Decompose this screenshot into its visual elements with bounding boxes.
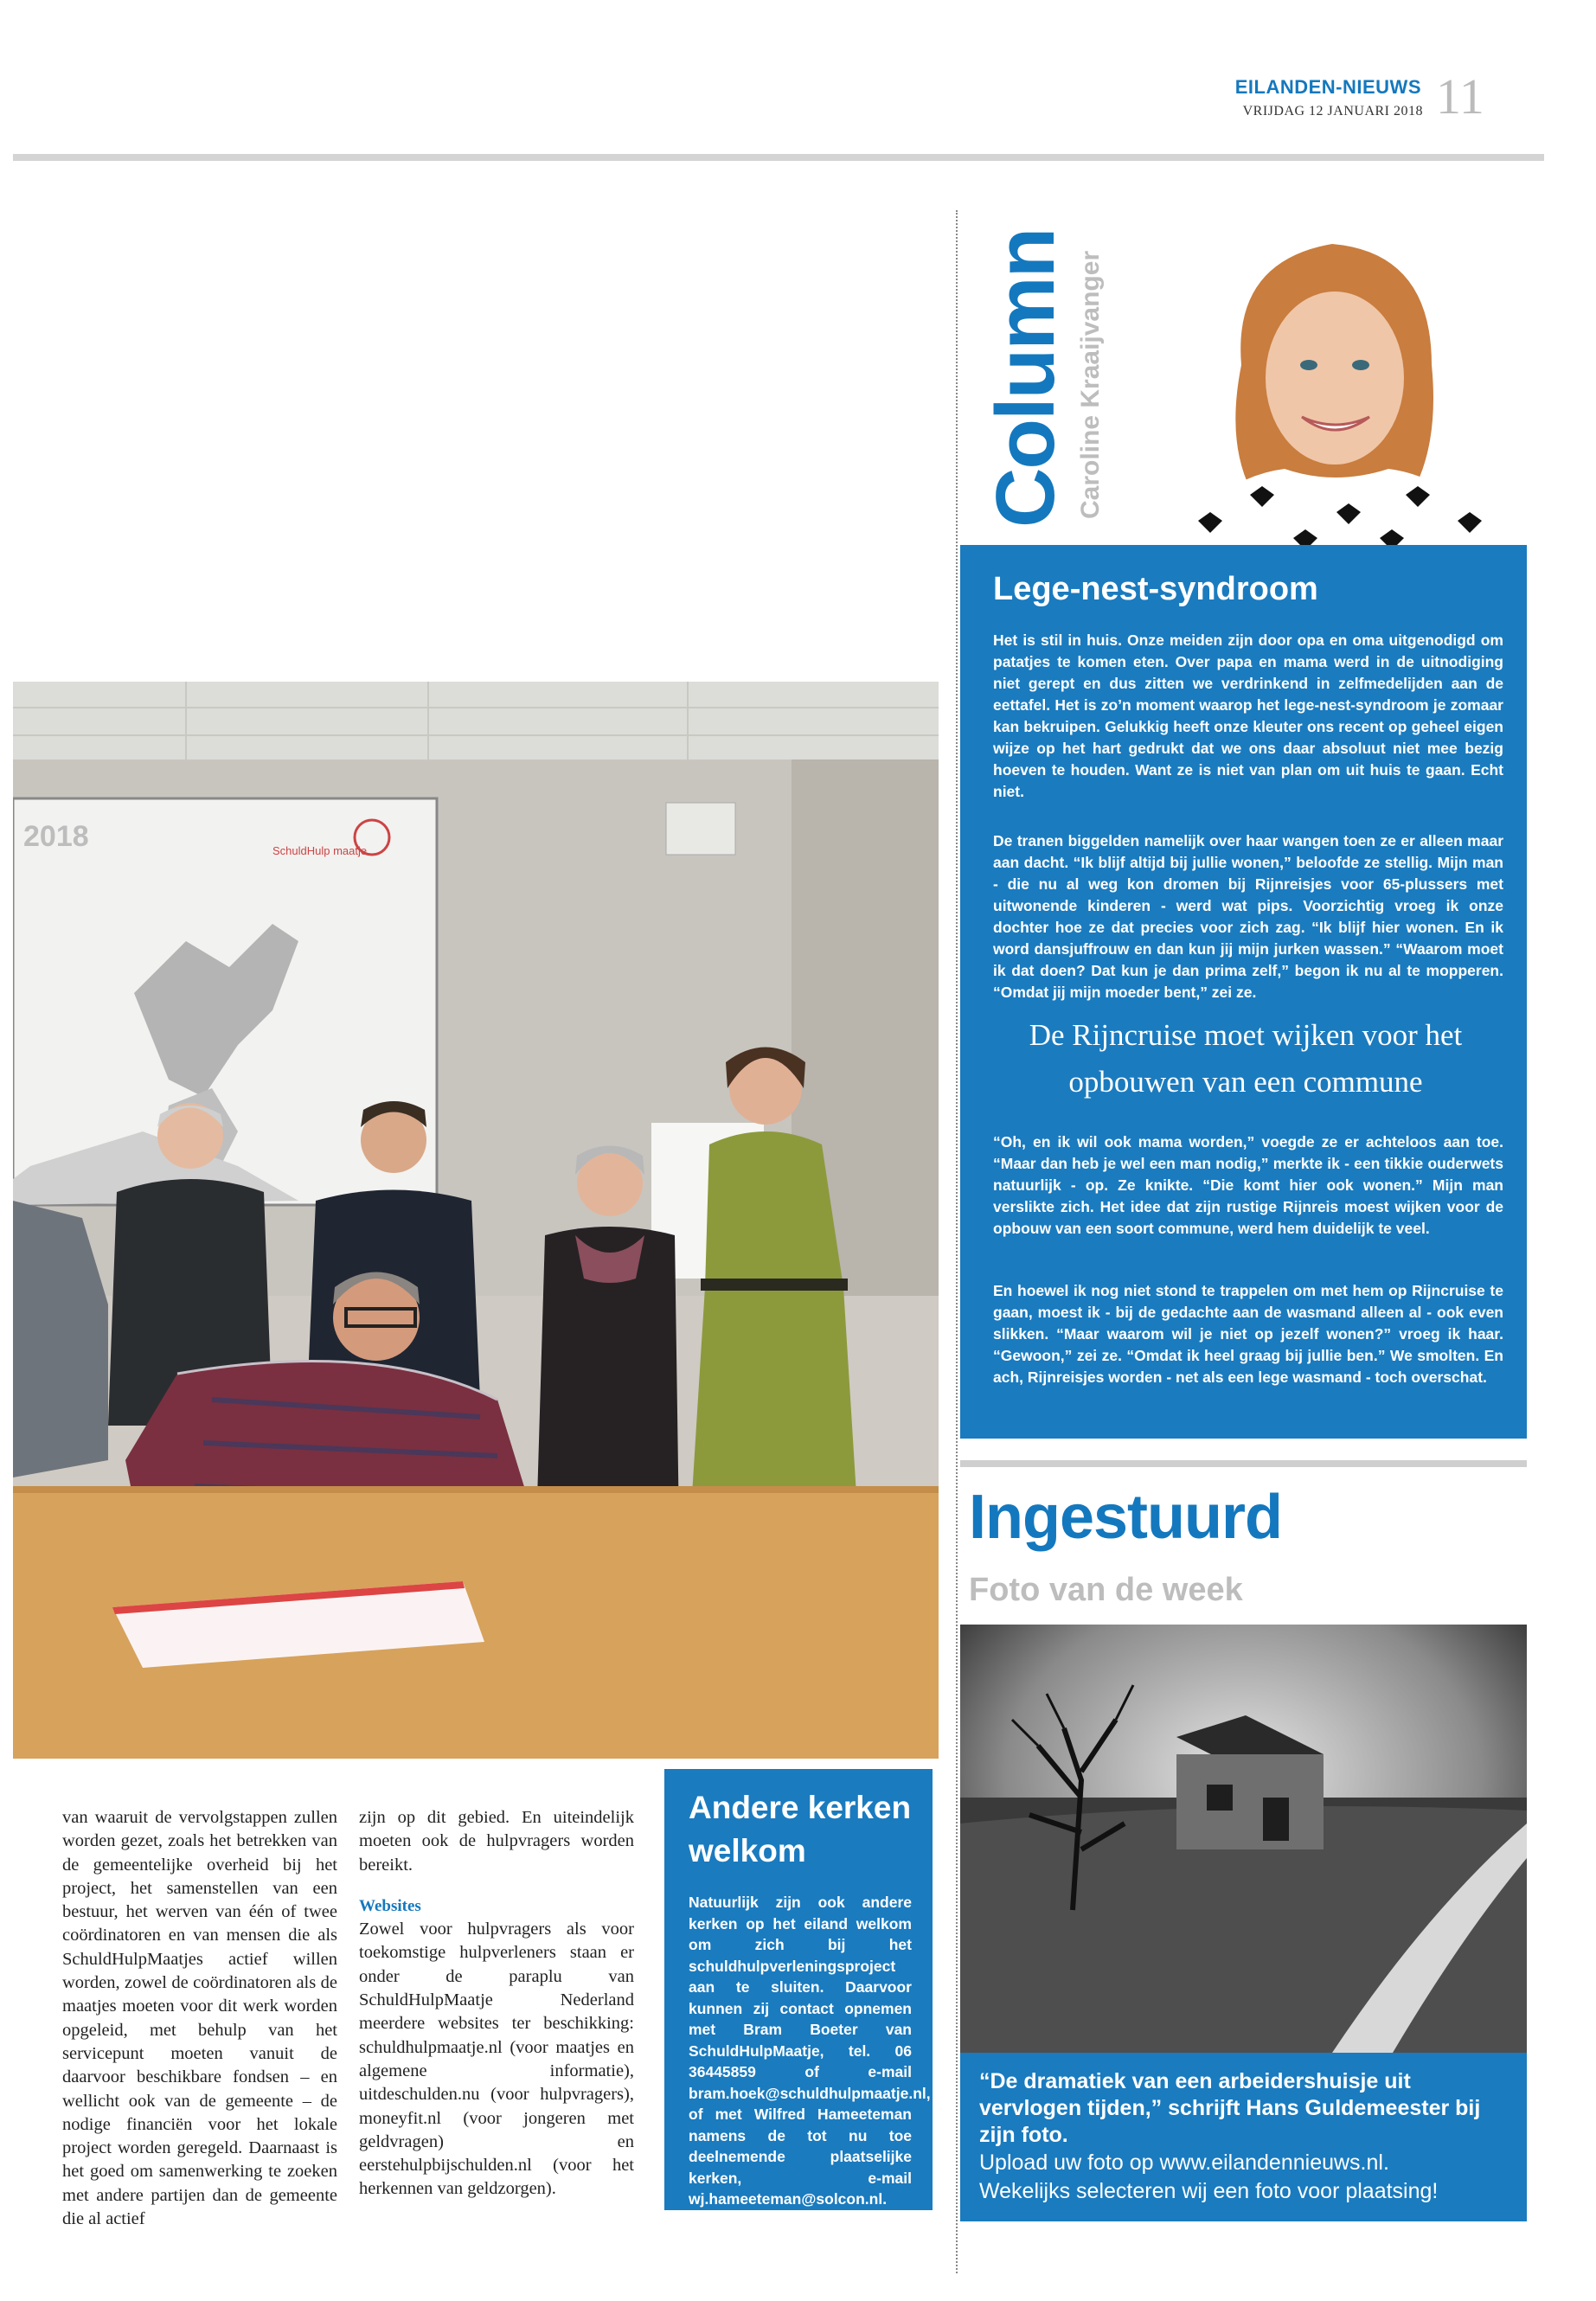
column-pullquote: De Rijncruise moet wijken voor het opbouwen van een commune [1029,1018,1463,1099]
column-headline: Lege-nest-syndroom [993,571,1318,607]
article-intro: zijn op dit gebied. En uiteindelijk moeten ook de hulpvragers worden bereikt. [359,1808,634,1875]
header-rule [13,154,1544,161]
sidebar-text: Natuurlijk zijn ook andere kerken op het eiland welkom om zich bij het schuldhulpverleningsproject aan te sluiten. Daarvoor kunnen zij contact opnemen met Bram Boeter van SchuldHulpMaatje, tel. 06 36445859 of e-mail bram.hoek@schuldhulpmaatje.nl, of met Wilfred Hameeteman namens de tot nu toe deelnemende plaatselijke kerken, e-mail wj.hameeteman@solcon.nl. [689,1894,931,2208]
publication-date: VRIJDAG 12 JANUARI 2018 [1242,104,1423,119]
author-portrait [1146,227,1527,555]
photo-caption-box [960,2053,1527,2221]
upload-invitation: Upload uw foto op www.eilandennieuws.nl. [979,2150,1389,2175]
article-websites-text: Zowel voor hulpvragers als voor toekomstige hulpverleners staan er onder de paraplu van SchuldHulpMaatje Nederland meerdere websites ter beschikking: schuldhulpmaatje.nl (voor maatjes en algemene informatie), uitdeschulden.nu (voor hulpvragers), moneyfit.nl (voor jongeren met geldvragen) en eerstehulpbijschulden.nl (voor het herkennen van geldzorgen). [359,1920,634,2199]
selection-notice: Wekelijks selecteren wij een foto voor plaatsing! [979,2179,1439,2203]
column-paragraph: De tranen biggelden namelijk over haar wangen toen ze er alleen maar aan dacht. “Ik blijf altijd bij jullie wonen,” beloofde ze stellig. Mijn man - die nu al weg kon dromen bij Rijnreisjes voor 65-plussers met uitwonende kinderen - werd wat pips. Voorzichtig vroeg ik onze dochter hoe ze dat precies voor zich zag. “Ik blijf hier wonen. En ik word dansjuffrouw en dan kun jij mijn jurken wassen.” “Waarom moet ik dat doen? Dat kun je dan prima zelf,” begon ik nu al te mopperen. “Omdat jij mijn moeder bent,” zei ze. [993,832,1503,1001]
photo-of-the-week [960,1625,1527,2053]
page-number: 11 [1436,68,1484,125]
ingestuurd-subtitle: Foto van de week [969,1572,1243,1608]
masthead-brand: EILANDEN-NIEUWS [1234,76,1421,98]
article-column-1: van waaruit de vervolgstappen zullen worden gezet, zoals het betrekken van de gemeentelijke overheid bij het project, het samenstellen van een bestuur, het werven van één of twee coördinatoren en van mensen die als SchuldHulpMaatjes actief willen worden, zowel de coördinatoren als de maatjes moeten voor dit werk worden opgeleid, met behulp van het servicepunt moeten vanuit de daarvoor beschikbare fondsen – en wellicht ook van de gemeente – de nodige financiën voor het lokale project worden geregeld. Daarnaast is het goed om samenwerking te zoeken met andere partijen dan de gemeente die al actief [62,1808,337,2229]
column-box [960,545,1527,1439]
column-paragraph: Het is stil in huis. Onze meiden zijn door opa en oma uitgenodigd om patatjes te komen eten. Over papa en mama werd in de uitnodiging niet gerept en dus zitten we verdrinkend in zelfmedelijden aan de eettafel. Het is zo’n moment waarop het lege-nest-syndroom je zomaar kan bekruipen. Gelukkig heeft onze kleuter ons recent op geheel eigen wijze op het hart gedrukt dat we ons daar absoluut niet mee bezig hoeven te houden. Want ze is niet van plan om uit huis te gaan. Echt niet. [993,631,1503,800]
main-photo-signing-ceremony [13,682,939,1759]
column-author: Caroline Kraaijvanger [1076,250,1105,519]
article-subhead-websites: Websites [359,1896,421,1915]
column-paragraph: En hoewel ik nog niet stond te trappelen om met hem op Rijncruise te gaan, moest ik - bij de gedachte aan de wasmand alleen al - ook even slikken. “Maar waarom wil je niet op jezelf wonen?” vroeg ik haar. “Gewoon,” zei ze. “Omdat ik heel graag bij jullie ben.” We smolten. En ach, Rijnreisjes worden - net als een lege wasmand - toch overschat. [993,1282,1503,1386]
sidebar-box [664,1769,933,2210]
ingestuurd-title: Ingestuurd [969,1483,1282,1552]
ingestuurd-rule [960,1460,1527,1467]
projection-year: 2018 [23,820,89,853]
column-label: Column [979,228,1072,528]
photo-caption-quote: “De dramatiek van een arbeidershuisje uit vervlogen tijden,” schrijft Hans Guldemeester bij zijn foto. [979,2069,1481,2147]
sidebar-title: Andere kerken welkom [689,1790,912,1868]
column-paragraph: “Oh, en ik wil ook mama worden,” voegde ze er achteloos aan toe. “Maar dan heb je wel een man nodig,” merkte ik - een tikkie ouderwets natuurlijk - op. Ze knikte. “Die komt hier ook wonen.” Mijn man verslikte zich. Het idee dat zijn rustige Rijnreis moest wijken voor de opbouw van een soort commune, werd hem duidelijk te veel. [993,1133,1503,1237]
projection-logo: SchuldHulp maatje [272,844,368,857]
article-column-2 [359,1806,634,2202]
column-divider [956,210,958,2273]
